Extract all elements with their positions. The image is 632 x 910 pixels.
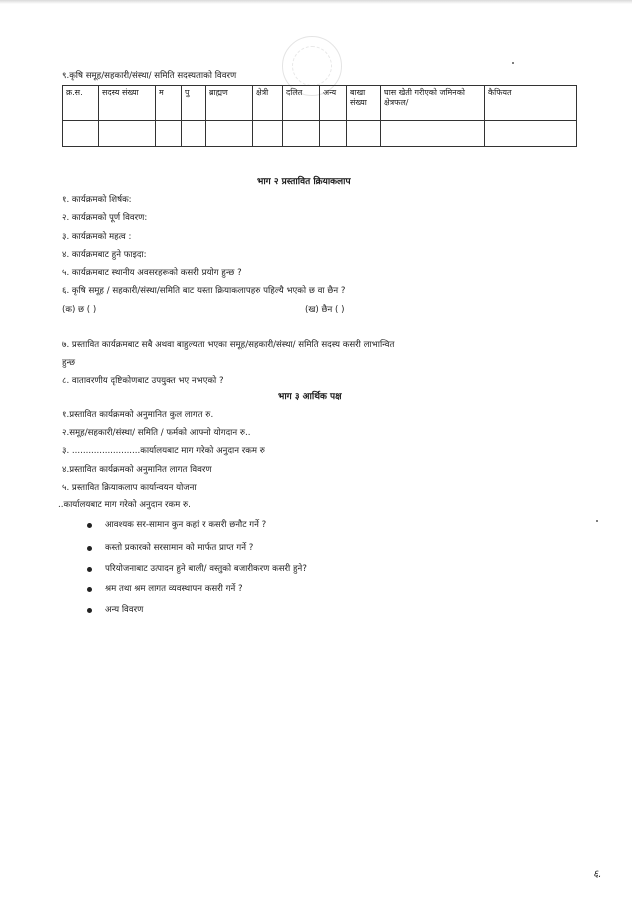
bullet-icon — [87, 567, 92, 572]
part3-heading: भाग ३ आर्थिक पक्ष — [278, 392, 342, 402]
table-header-row — [63, 86, 577, 121]
member-table-caption: ९.कृषि समूह/सहकारी/संस्था/ समिति सदस्यताको विवरण — [62, 71, 237, 81]
table-cell — [253, 121, 283, 147]
table-cell — [156, 121, 182, 147]
column-header: क्र.स. — [63, 86, 99, 121]
table-cell — [206, 121, 253, 147]
bullet-icon — [87, 587, 92, 592]
part2-item8: ८. वातावरणीय दृष्टिकोणबाट उपयुक्त भए नभएको ? — [62, 376, 224, 386]
table-cell — [381, 121, 485, 147]
column-header: पु — [182, 86, 206, 121]
column-header: अन्य — [320, 86, 347, 121]
option-no: (ख) छैन ( ) — [305, 305, 345, 315]
part3-item: १.प्रस्तावित कार्यक्रमको अनुमानित कुल लागत रु. — [62, 410, 214, 420]
scan-speck — [596, 520, 598, 522]
part2-item7: ७. प्रस्तावित कार्यक्रमबाट सबै अथवा बाहुल्यता भएका समूह/सहकारी/संस्था/ समिति सदस्य कसरी लाभान्वित — [62, 340, 395, 350]
column-header: बाखा संख्या — [347, 86, 381, 121]
table-cell — [63, 121, 99, 147]
column-header: कैफियत — [485, 86, 577, 121]
table-cell — [485, 121, 577, 147]
scan-speck — [512, 62, 514, 64]
column-header: ब्राह्मण — [206, 86, 253, 121]
bullet-icon — [87, 546, 92, 551]
table-cell — [347, 121, 381, 147]
table-cell — [283, 121, 320, 147]
table-cell — [320, 121, 347, 147]
option-yes: (क) छ ( ) — [62, 305, 97, 315]
page-number: ६. — [593, 869, 602, 880]
membership-table — [62, 85, 577, 147]
part3-item: २.समूह/सहकारी/संस्था/ समिति / फर्मको आफ्नो योगदान रु.. — [62, 428, 251, 438]
column-header: दलित — [283, 86, 320, 121]
table-cell — [182, 121, 206, 147]
table-cell — [99, 121, 156, 147]
column-header: घास खेती गरीएको जमिनको क्षेत्रफल/ — [381, 86, 485, 121]
bullet-icon — [87, 608, 92, 613]
part2-item: २. कार्यक्रमको पूर्ण विवरण: — [62, 213, 148, 223]
part2-item7-continuation: हुन्छ — [62, 358, 76, 368]
column-header: क्षेत्री — [253, 86, 283, 121]
part3-item: ३. .........................कार्यालयबाट माग गरेको अनुदान रकम रु — [62, 446, 265, 456]
part2-item: ३. कार्यक्रमको महत्व : — [62, 232, 132, 242]
part3-item: ४.प्रस्तावित कार्यक्रमको अनुमानित लागत विवरण — [62, 465, 212, 475]
bullet-icon — [87, 523, 92, 528]
part3-item: ५. प्रस्तावित क्रियाकलाप कार्यान्वयन योजना — [62, 483, 197, 493]
bullet-text: परियोजनाबाट उत्पादन हुने बाली/ वस्तुको बजारीकरण कसरी हुने? — [105, 564, 307, 574]
part2-item: १. कार्यक्रमको शिर्षक: — [62, 195, 132, 205]
scan-edge-shadow — [0, 0, 632, 4]
bullet-text: श्रम तथा श्रम लागत व्यवस्थापन कसरी गर्ने ? — [105, 584, 243, 594]
part3-item: ..कार्यालयबाट माग गरेको अनुदान रकम रु. — [58, 500, 191, 510]
column-header: म — [156, 86, 182, 121]
part2-item: ५. कार्यक्रमबाट स्थानीय अवसरहरूको कसरी प्रयोग हुन्छ ? — [62, 268, 242, 278]
bullet-text: कस्तो प्रकारको सरसामान को मार्फत प्राप्त गर्ने ? — [105, 543, 254, 553]
part2-item: ४. कार्यक्रमबाट हुने फाइदा: — [62, 250, 147, 260]
bullet-text: आवश्यक सर-सामान कुन कहां र कसरी छनौट गर्ने ? — [105, 520, 267, 530]
part2-item: ६. कृषि समूह / सहकारी/संस्था/समिति बाट यस्ता क्रियाकलापहरु पहिल्यै भएको छ वा छैन ? — [62, 286, 346, 296]
column-header: सदस्य संख्या — [99, 86, 156, 121]
table-row — [63, 121, 577, 147]
part2-heading: भाग २ प्रस्तावित क्रियाकलाप — [257, 177, 351, 187]
bullet-text: अन्य विवरण — [105, 605, 144, 615]
